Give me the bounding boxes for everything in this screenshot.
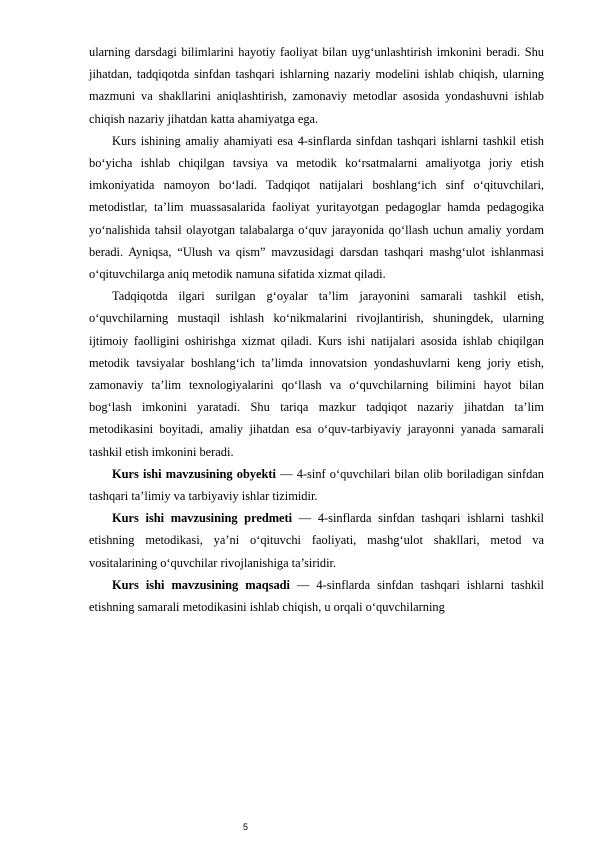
paragraph-subject [89,507,544,574]
subject-heading: Kurs ishi mavzusining predmeti [112,511,293,526]
paragraph-text: Kurs ishining amaliy ahamiyati esa 4-sinflarda sinfdan tashqari ishlarni tashkil etish bo‘yicha ishlab chiqilgan tavsiya va metodik ko‘rsatmalarni amaliyotga joriy etish imkoniyatida namoyon bo‘ladi. Tadqiqot natijalari boshlang‘ich sinf o‘qituvchilari, metodistlar, ta’lim muassasalarida faoliyat yuritayotgan pedagoglar hamda pedagogika yo‘nalishida tahsil olayotgan talabalarga o‘quv jarayonida qo‘llash uchun amaliy yordam beradi. Ayniqsa, “Ulush va qism” mavzusidagi darsdan tashqari mashg‘ulot ishlanmasi o‘qituvchilarga aniq metodik namuna sifatida xizmat qiladi. [89,133,544,282]
page-body [89,41,544,618]
paragraph-text: — 4-sinflarda sinfdan tashqari ishlarni tashkil etishning metodikasi, ya’ni o‘qituvchi faoliyati, mashg‘ulot shakllari, metod va vositalarining o‘quvchilar rivojlanishiga ta’siridir. [89,511,544,570]
paragraph-text: — 4-sinf o‘quvchilari bilan olib boriladigan sinfdan tashqari ta’limiy va tarbiyaviy ishlar tizimidir. [89,466,544,504]
paragraph-object [89,463,544,507]
paragraph-research-ideas [89,285,544,463]
object-heading: Kurs ishi mavzusining obyekti [112,466,276,481]
goal-heading: Kurs ishi mavzusining maqsadi [112,577,291,592]
paragraph-text: ularning darsdagi bilimlarini hayotiy faoliyat bilan uyg‘unlashtirish imkonini beradi. Shu jihatdan, tadqiqotda sinfdan tashqari ishlarning nazariy modelini ishlab chiqish, ularning mazmuni va shakllarini aniqlashtirish, zamonaviy metodlar asosida yondashuvni ishlab chiqish nazariy jihatdan katta ahamiyatga ega. [89,45,544,126]
paragraph-practical-significance [89,130,544,285]
paragraph-text: Tadqiqotda ilgari surilgan g‘oyalar ta’lim jarayonini samarali tashkil etish, o‘quvchilarning mustaqil ishlash ko‘nikmalarini rivojlantirish, shuningdek, ularning ijtimoiy faolligini oshirishga xizmat qiladi. Kurs ishi natijalari asosida ishlab chiqilgan metodik tavsiyalar boshlang‘ich ta’limda innovatsion yondashuvlarni keng joriy etish, zamonaviy ta’lim texnologiyalarini qo‘llash va o‘quvchilarning bilimini hayot bilan bog‘lash imkonini yaratadi. Shu tariqa mazkur tadqiqot nazariy jihatdan ta’lim metodikasini boyitadi, amaliy jihatdan esa o‘quv-tarbiyaviy jarayonni yanada samarali tashkil etish imkonini beradi. [89,289,544,459]
paragraph-text: — 4-sinflarda sinfdan tashqari ishlarni tashkil etishning samarali metodikasini ishlab chiqish, u orqali o‘quvchilarning [89,577,544,615]
page-number: 5 [243,822,249,832]
paragraph-theoretical-significance [89,41,544,130]
paragraph-goal [89,574,544,618]
